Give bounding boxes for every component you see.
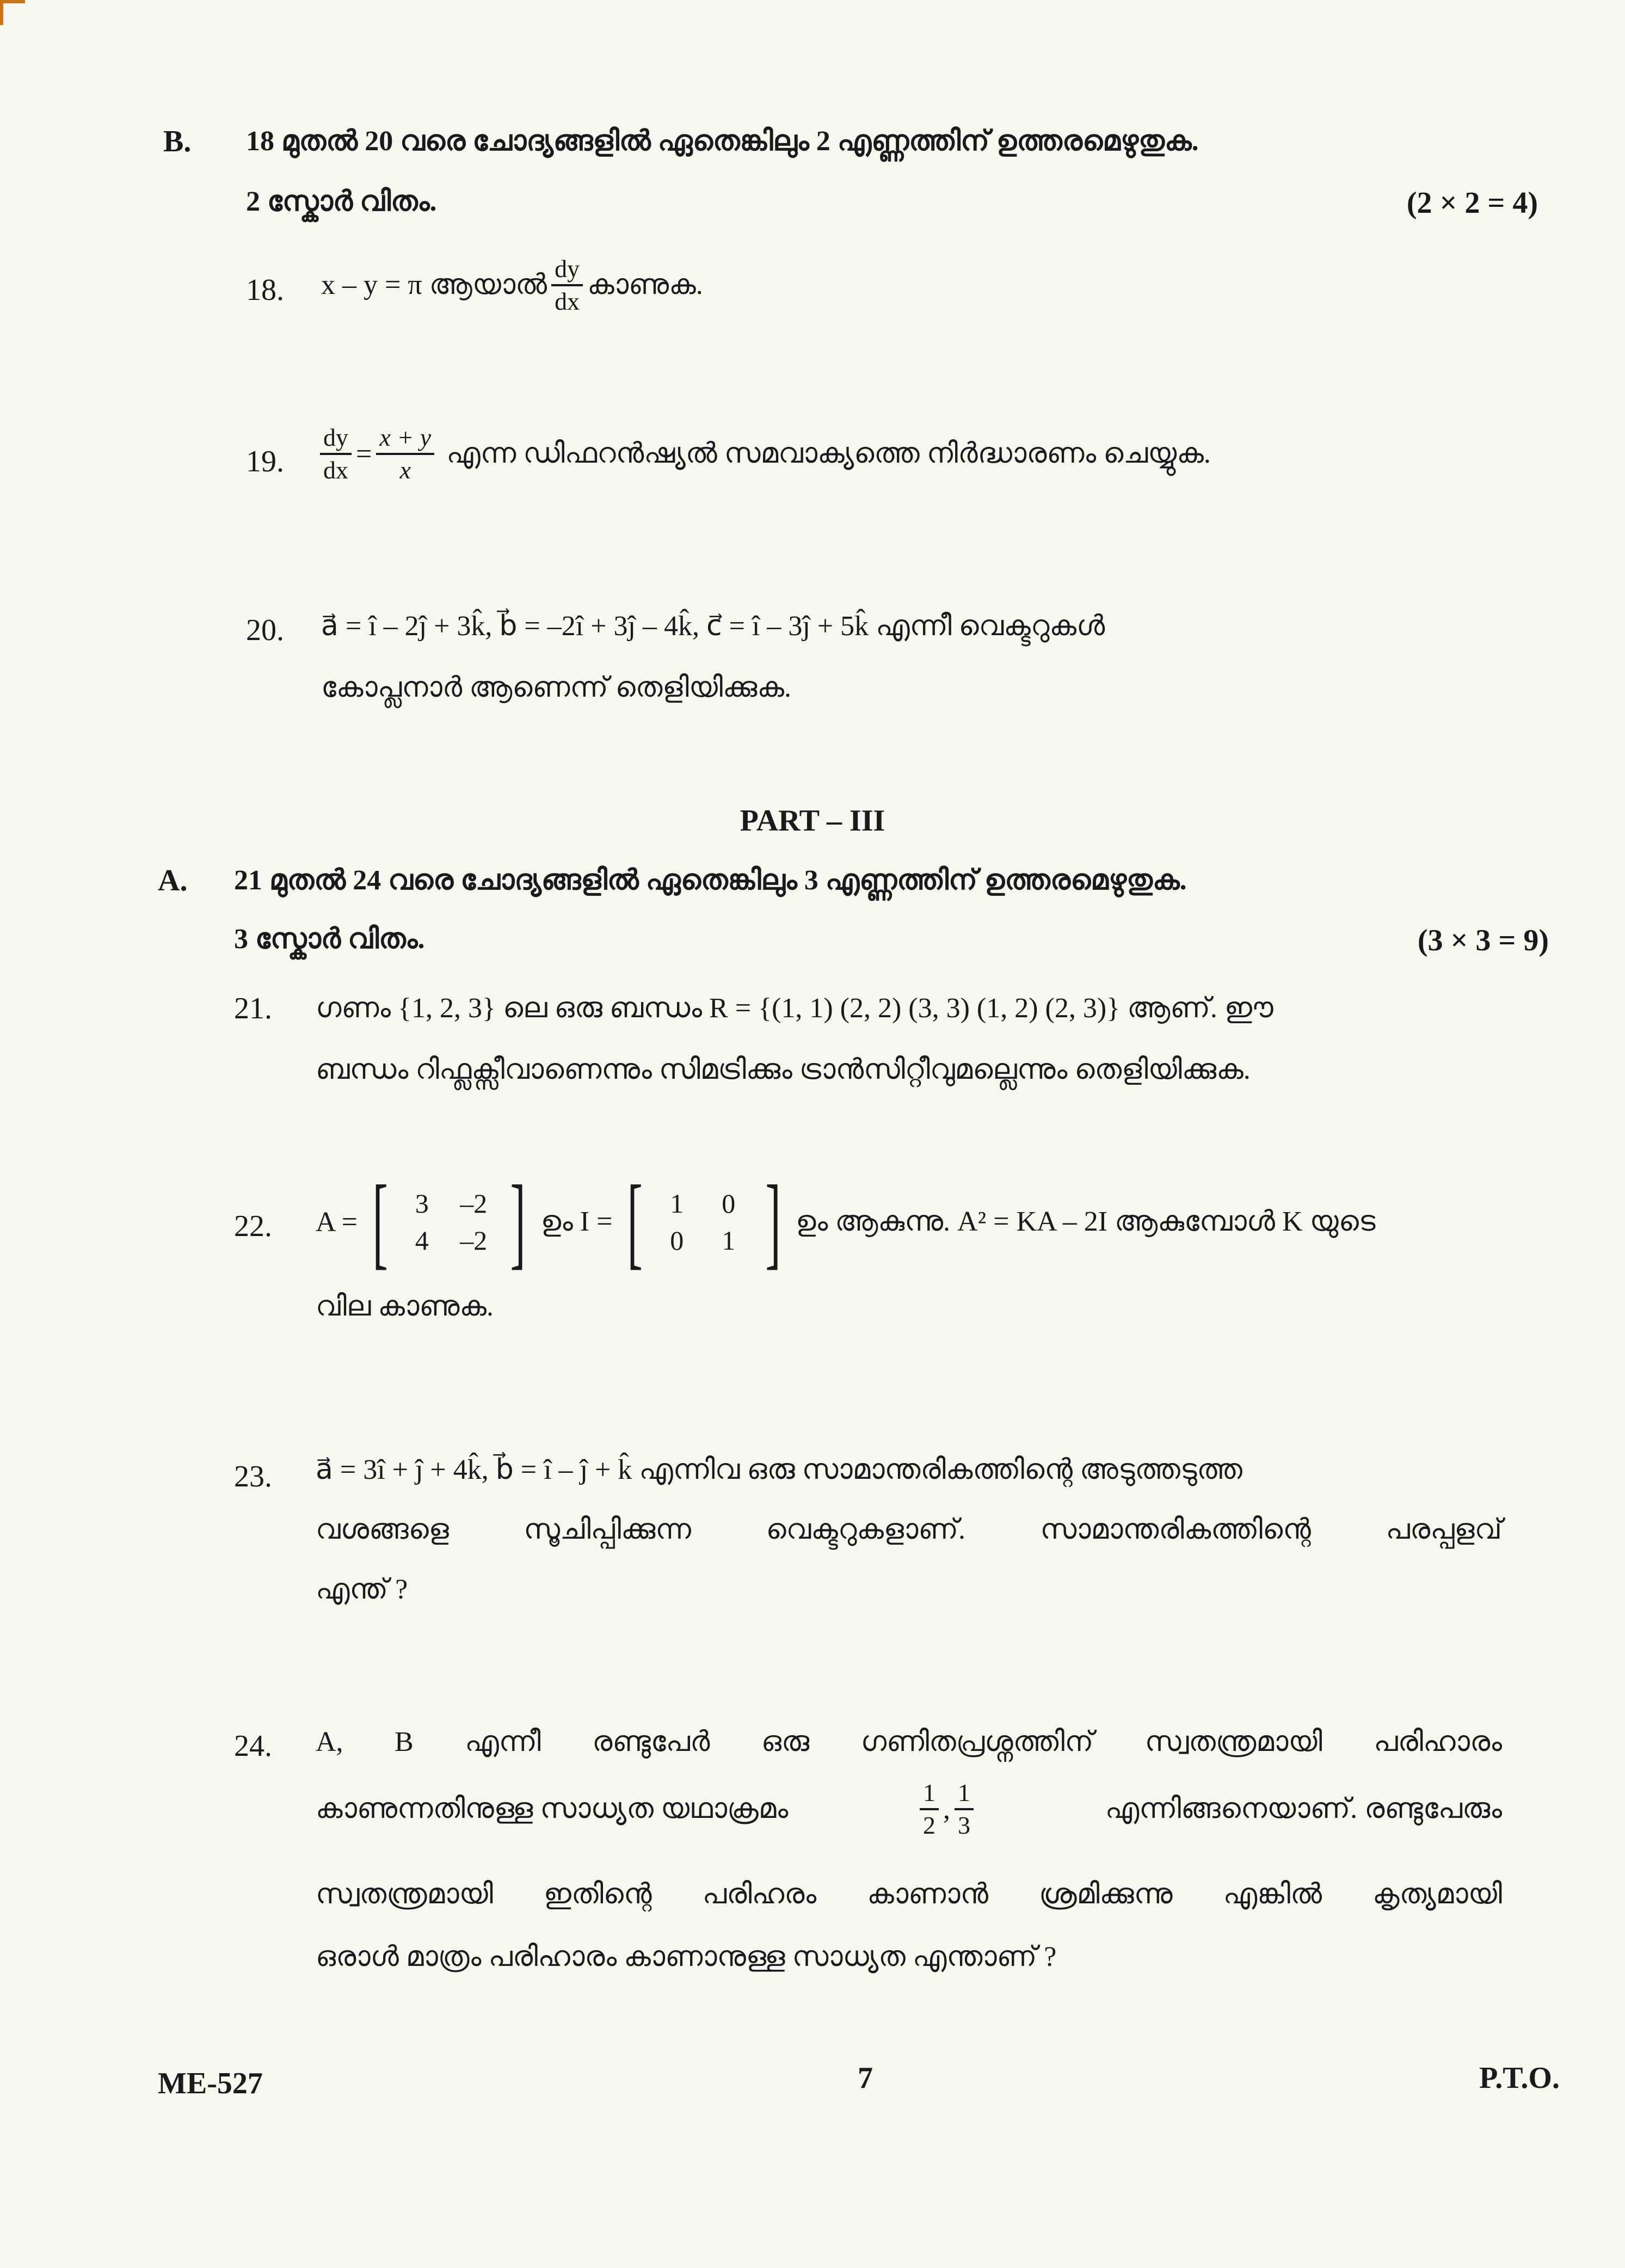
q18-tail: കാണുക. — [587, 269, 703, 301]
matrix-a-cell: 3 — [415, 1188, 429, 1219]
q19-lhs-num: dy — [320, 425, 352, 455]
q21-line2: ബന്ധം റിഫ്ലക്സീവാണെന്നും സിമട്രിക്കും ട്രാൻസിറ്റീവുമല്ലെന്നും തെളിയിക്കുക. — [316, 1054, 1251, 1085]
q24-f1-den: 2 — [923, 1811, 935, 1840]
page-number: 7 — [858, 2061, 873, 2095]
section-b-label: B. — [163, 125, 192, 158]
q22-line2: വില കാണുക. — [316, 1291, 494, 1322]
matrix-a-right-bracket: ] — [510, 1165, 526, 1279]
matrix-a-cell: –2 — [460, 1225, 488, 1256]
q22-a-label: A = — [316, 1206, 358, 1238]
q20-line1: a⃗ = î – 2ĵ + 3k̂, b⃗ = –2î + 3ĵ – 4k̂, c⃗ = î – 3ĵ + 5k̂ എന്നീ വെക്ടറുകൾ — [321, 611, 1105, 642]
q19-rhs-num: x + y — [376, 425, 434, 455]
matrix-i-right-bracket: ] — [765, 1165, 781, 1279]
q24-fraction-half — [920, 1780, 939, 1839]
q24-line2-start: കാണുന്നതിനുള്ള സാധ്യത യഥാക്രമം — [316, 1793, 789, 1825]
part-three-title: PART – III — [740, 804, 885, 838]
q23-line2: വശങ്ങളെ സൂചിപ്പിക്കുന്ന വെക്ടറുകളാണ്. സാമാന്തരികത്തിന്റെ പരപ്പളവ് — [316, 1514, 1502, 1545]
q24-line2 — [316, 1780, 1502, 1839]
q19-rhs-den: x — [399, 456, 411, 484]
matrix-i-grid — [653, 1188, 756, 1256]
q24-comma: , — [943, 1793, 950, 1825]
q21-number: 21. — [234, 992, 272, 1025]
q24-line1: A, B എന്നീ രണ്ടുപേർ ഒരു ഗണിതപ്രശ്നത്തിന് സ്വതന്ത്രമായി പരിഹാരം — [316, 1726, 1502, 1757]
q23-number: 23. — [234, 1460, 272, 1493]
matrix-a-cell: –2 — [460, 1188, 488, 1219]
q19-equals: = — [356, 438, 372, 470]
q22-mid1: ഉം I = — [540, 1206, 613, 1237]
q19-text — [316, 425, 1211, 484]
q18-expression: x – y = π ആയാൽ — [321, 269, 547, 301]
q20-line2: കോപ്ലനാർ ആണെന്ന് തെളിയിക്കുക. — [321, 672, 792, 703]
section-b-instruction: 18 മുതൽ 20 വരെ ചോദ്യങ്ങളിൽ ഏതെങ്കിലും 2 എണ്ണത്തിന് ഉത്തരമെഴുതുക. — [246, 126, 1199, 157]
matrix-a-left-bracket: [ — [372, 1165, 388, 1279]
matrix-a-grid — [397, 1188, 501, 1256]
q24-line3: സ്വതന്ത്രമായി ഇതിന്റെ പരിഹരം കാണാൻ ശ്രമിക്കുന്നു എങ്കിൽ കൃത്യമായി — [316, 1879, 1502, 1910]
section-a-marks: (3 × 3 = 9) — [1417, 924, 1549, 957]
q24-probabilities — [915, 1780, 978, 1839]
section-b-marks: (2 × 2 = 4) — [1406, 186, 1538, 220]
page-corner-mark — [0, 0, 25, 25]
q22-text — [316, 1165, 1376, 1279]
section-b-score-line: 2 സ്കോർ വിതം. — [246, 186, 437, 217]
q22-mid2: ഉം ആകുന്നു. A² = KA – 2I ആകുമ്പോൾ K യുടെ — [796, 1206, 1376, 1237]
matrix-i-cell: 1 — [670, 1188, 684, 1219]
q18-frac-num: dy — [551, 256, 583, 286]
q22-number: 22. — [234, 1209, 272, 1243]
q23-line3: എന്ത് ? — [316, 1574, 408, 1605]
section-a-instruction: 21 മുതൽ 24 വരെ ചോദ്യങ്ങളിൽ ഏതെങ്കിലും 3 എണ്ണത്തിന് ഉത്തരമെഴുതുക. — [234, 865, 1187, 896]
matrix-a-cell: 4 — [415, 1225, 429, 1256]
q24-line4: ഒരാൾ മാത്രം പരിഹാരം കാണാനുള്ള സാധ്യത എന്താണ് ? — [316, 1941, 1057, 1972]
q18-number: 18. — [246, 273, 284, 307]
q19-tail: എന്ന ഡിഫറൻഷ്യൽ സമവാക്യത്തെ നിർദ്ധാരണം ചെയ്യുക. — [446, 438, 1211, 470]
pto-mark: P.T.O. — [1479, 2061, 1560, 2095]
matrix-i-cell: 1 — [722, 1225, 736, 1256]
q24-fraction-third — [955, 1780, 974, 1839]
matrix-i — [618, 1165, 790, 1279]
matrix-i-left-bracket: [ — [627, 1165, 643, 1279]
q21-line1: ഗണം {1, 2, 3} ലെ ഒരു ബന്ധം R = {(1, 1) (2, 2) (3, 3) (1, 2) (2, 3)} ആണ്. ഈ — [316, 993, 1273, 1024]
q24-f2-num: 1 — [955, 1780, 974, 1810]
section-a-score-line: 3 സ്കോർ വിതം. — [234, 924, 425, 955]
q20-number: 20. — [246, 613, 284, 647]
matrix-i-cell: 0 — [722, 1188, 736, 1219]
q24-f1-num: 1 — [920, 1780, 939, 1810]
section-a-label: A. — [158, 864, 188, 898]
q19-rhs — [376, 425, 434, 484]
q18-derivative — [551, 256, 583, 315]
q24-line2-end: എന്നിങ്ങനെയാണ്. രണ്ടുപേരും — [1105, 1793, 1502, 1825]
matrix-i-cell: 0 — [670, 1225, 684, 1256]
q19-lhs — [320, 425, 352, 484]
q24-number: 24. — [234, 1729, 272, 1763]
paper-code: ME-527 — [158, 2067, 263, 2100]
q19-lhs-den: dx — [323, 456, 348, 484]
q18-frac-den: dx — [555, 287, 580, 316]
q24-f2-den: 3 — [958, 1811, 970, 1840]
matrix-a — [363, 1165, 535, 1279]
q19-number: 19. — [246, 445, 284, 478]
q18-text — [321, 256, 703, 315]
q23-line1: a⃗ = 3î + ĵ + 4k̂, b⃗ = î – ĵ + k̂ എന്നിവ ഒരു സാമാന്തരികത്തിന്റെ അടുത്തടുത്ത — [316, 1454, 1242, 1485]
